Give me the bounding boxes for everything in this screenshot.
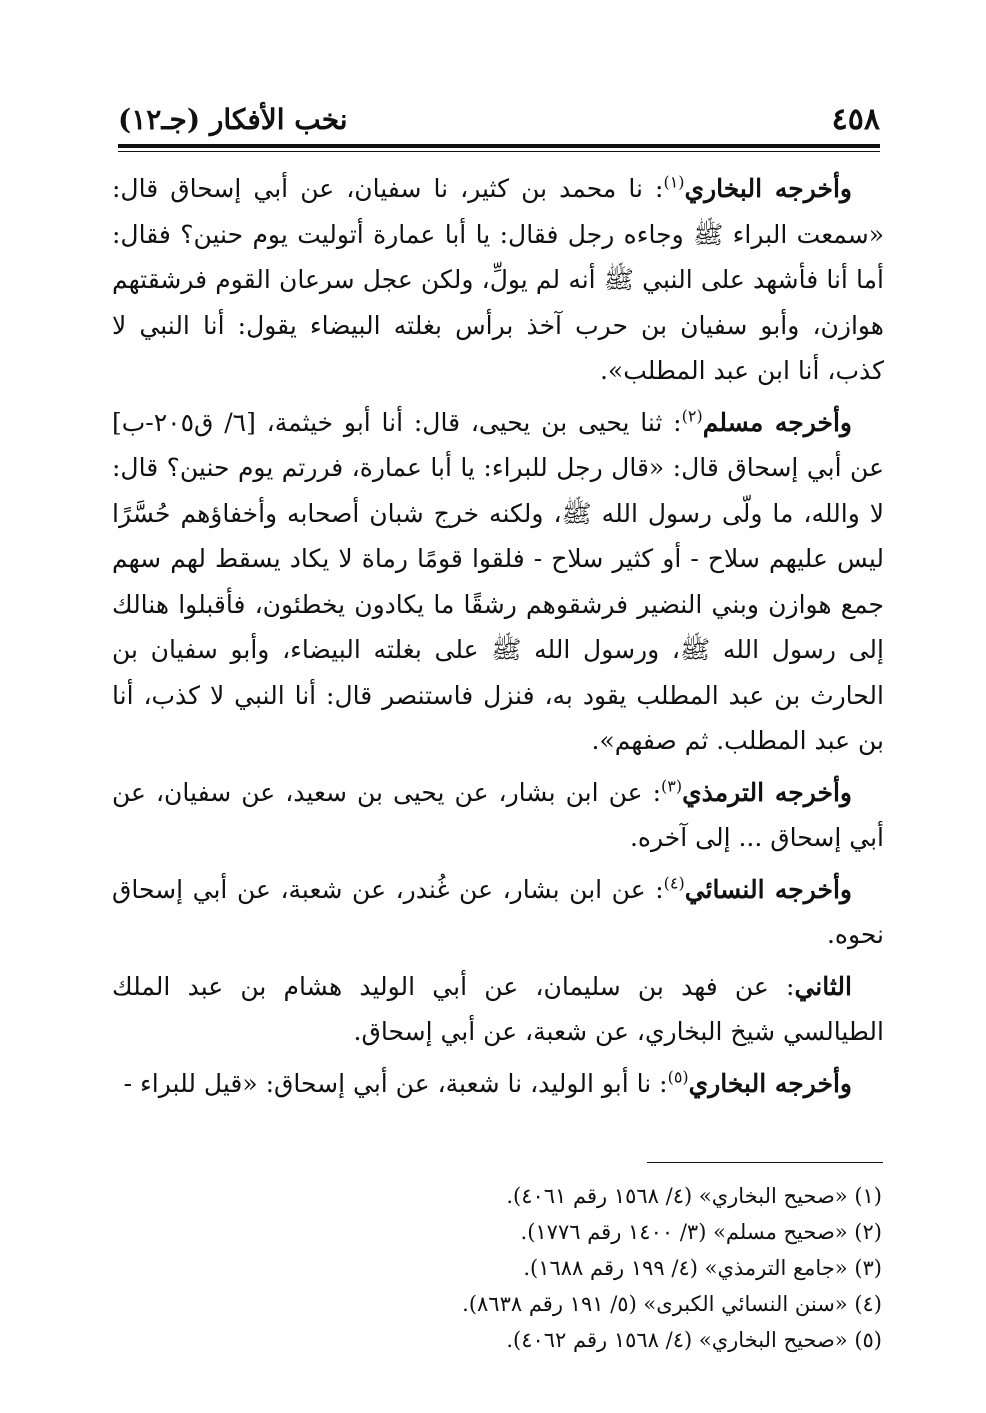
- paragraph-lead: وأخرجه البخاري: [688, 1068, 852, 1098]
- paragraph-nasai: [112, 867, 884, 958]
- paragraph-lead: وأخرجه البخاري: [684, 174, 852, 203]
- footnote-ref: (٣): [661, 776, 683, 796]
- footnote-3: (٣) «جامع الترمذي» (٤/ ١٩٩ رقم ١٦٨٨).: [523, 1256, 882, 1280]
- paragraph-text: : نا أبو الوليد، نا شعبة، عن أبي إسحاق: «قيل للبراء -: [123, 1068, 668, 1098]
- book-title: نخب الأفكار (جـ١٢): [118, 103, 348, 136]
- header-rule-thick: [118, 144, 880, 148]
- paragraph-text: : عن ابن بشار، عن غُندر، عن شعبة، عن أبي إسحاق نحوه.: [112, 874, 884, 949]
- footnote-ref: (٢): [681, 406, 703, 426]
- footnotes: [118, 1178, 882, 1358]
- footnote-2: (٢) «صحيح مسلم» (٣/ ١٤٠٠ رقم ١٧٧٦).: [520, 1220, 882, 1244]
- page-number: ٤٥٨: [831, 102, 880, 137]
- paragraph-text: : عن ابن بشار، عن يحيى بن سعيد، عن سفيان، عن أبي إسحاق ... إلى آخره.: [112, 777, 884, 852]
- footnote-ref: (٤): [663, 873, 685, 893]
- footnote-ref: (٥): [667, 1067, 689, 1087]
- footnote-ref: (١): [663, 172, 685, 192]
- paragraph-lead: وأخرجه النسائي: [684, 874, 852, 904]
- footnote-4: (٤) «سنن النسائي الكبرى» (٥/ ١٩١ رقم ٨٦٣٨).: [462, 1292, 882, 1316]
- footnote-1: (١) «صحيح البخاري» (٤/ ١٥٦٨ رقم ٤٠٦١).: [506, 1184, 882, 1208]
- paragraph-muslim: [112, 400, 884, 764]
- paragraph-text: : ثنا يحيى بن يحيى، قال: أنا أبو خيثمة، [٦/ ق٢٠٥-ب] عن أبي إسحاق قال: «قال رجل للبراء: يا أبا عمارة، فررتم يوم حنين؟ قال: لا والله، ما ولّى رسول الله ﷺ، ولكنه خرج شبان أصحابه وأخفاؤهم حُسَّرًا ليس عليهم سلاح - أو كثير سلاح - فلقوا قومًا رماة لا يكاد يسقط لهم سهم جمع هوازن وبني النضير فرشقوهم رشقًا ما يكادون يخطئون، فأقبلوا هنالك إلى رسول الله ﷺ، ورسول الله ﷺ على بغلته البيضاء، وأبو سفيان بن الحارث بن عبد المطلب يقود به، فنزل فاستنصر قال: أنا النبي لا كذب، أنا بن عبد المطلب. ثم صفهم».: [112, 407, 884, 755]
- paragraph-lead: وأخرجه الترمذي: [682, 777, 853, 807]
- main-text: [112, 166, 884, 1112]
- footnote-separator: [647, 1162, 883, 1163]
- paragraph-bukhari-1: [112, 166, 884, 394]
- header-rule-thin: [118, 151, 880, 152]
- paragraph-second-chain: [112, 964, 884, 1055]
- page-header: [118, 96, 880, 146]
- paragraph-bukhari-2: [112, 1061, 884, 1107]
- paragraph-lead: الثاني: [794, 971, 852, 1001]
- paragraph-lead: وأخرجه مسلم: [702, 407, 852, 437]
- paragraph-tirmidhi: [112, 770, 884, 861]
- footnote-5: (٥) «صحيح البخاري» (٤/ ١٥٦٨ رقم ٤٠٦٢).: [506, 1328, 882, 1352]
- paragraph-text: : نا محمد بن كثير، نا سفيان، عن أبي إسحاق قال: «سمعت البراء ﷺ وجاءه رجل فقال: يا أبا عمارة أتوليت يوم حنين؟ فقال: أما أنا فأشهد على النبي ﷺ أنه لم يولِّ، ولكن عجل سرعان القوم فرشقتهم هوازن، وأبو سفيان بن حرب آخذ برأس بغلته البيضاء يقول: أنا النبي لا كذب، أنا ابن عبد المطلب».: [112, 174, 884, 385]
- paragraph-text: : عن فهد بن سليمان، عن أبي الوليد هشام بن عبد الملك الطيالسي شيخ البخاري، عن شعبة، عن أبي إسحاق.: [112, 971, 884, 1046]
